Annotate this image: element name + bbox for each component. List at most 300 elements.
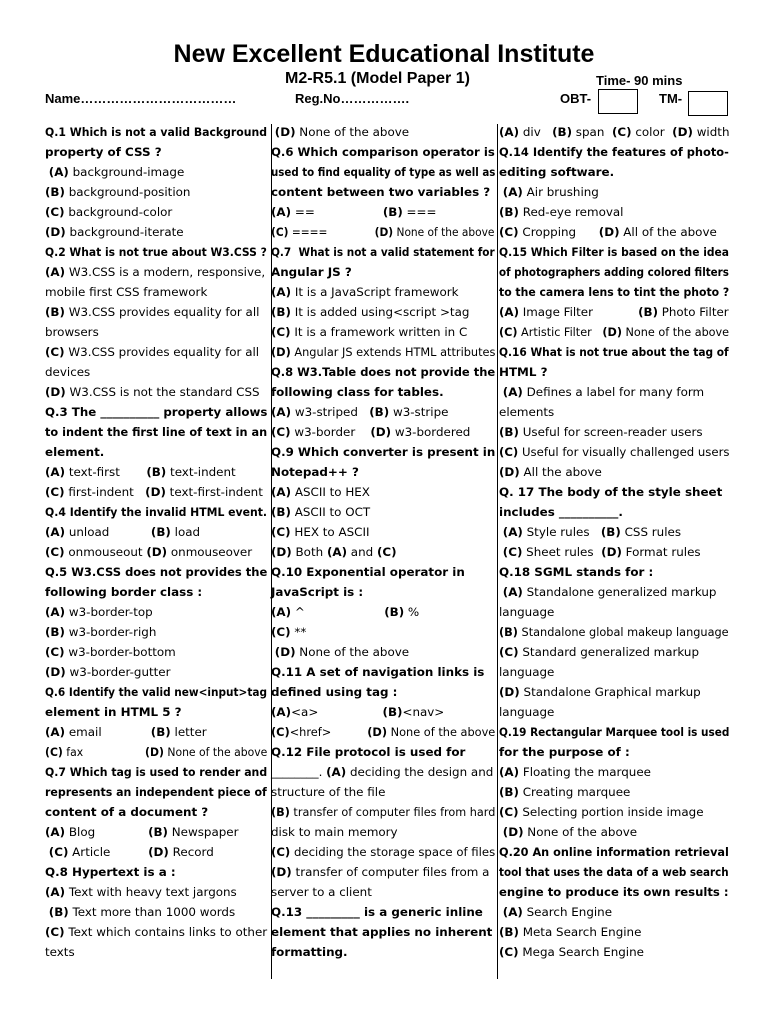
bold-text: element that applies no inherent <box>271 925 493 939</box>
bold-text: Q.7 Which tag is used to render and <box>45 765 268 779</box>
text: w3-bordered <box>391 425 471 439</box>
bold-text: (A) <box>499 305 519 319</box>
question-column-2 <box>271 122 495 962</box>
bold-text: (A) <box>502 905 523 919</box>
bold-text: (B) <box>369 405 390 419</box>
text-line <box>271 382 495 402</box>
obt-label: OBT- <box>560 91 592 106</box>
text-line <box>271 442 494 462</box>
text-line <box>271 182 495 202</box>
text-line <box>499 462 729 482</box>
text: browsers <box>45 325 99 339</box>
bold-text: (C) <box>499 445 519 459</box>
text-line <box>45 182 267 202</box>
bold-text: (C) <box>271 845 291 859</box>
bold-text: (D) <box>502 825 524 839</box>
text: === <box>402 205 437 219</box>
bold-text: (D) <box>499 465 520 479</box>
text-line <box>499 322 730 342</box>
bold-text: (B) <box>638 305 658 319</box>
text-line <box>45 222 267 242</box>
bold-text: (B) <box>150 525 171 539</box>
text: None of the above <box>393 225 495 239</box>
bold-text: Q.6 Which comparison operator is <box>271 145 495 159</box>
text: HEX to ASCII <box>290 525 370 539</box>
bold-text: (B) <box>48 905 69 919</box>
bold-text: includes __________. <box>499 505 623 519</box>
text: ________. <box>271 765 327 779</box>
text: and <box>347 545 377 559</box>
text-line <box>45 522 267 542</box>
bold-text: Q.20 An online information retrieval <box>499 845 729 859</box>
text: It is a JavaScript framework <box>291 285 459 299</box>
text: disk to main memory <box>271 825 398 839</box>
text-line <box>271 622 495 642</box>
bold-text: engine to produce its own results : <box>499 885 729 899</box>
text-line <box>271 822 495 842</box>
text-line <box>499 362 729 382</box>
text-line <box>271 742 495 762</box>
bold-text: Angular JS ? <box>271 265 352 279</box>
bold-text: (D) <box>370 425 392 439</box>
text: W3.CSS provides equality for all <box>64 305 260 319</box>
bold-text: (A) <box>326 765 347 779</box>
bold-text: Q.3 The __________ property allows <box>45 405 268 419</box>
text-line <box>499 762 729 782</box>
text-line <box>45 142 267 162</box>
obt-box[interactable] <box>598 89 638 114</box>
text: first-indent <box>64 485 146 499</box>
text: It is added using<script >tag <box>290 305 470 319</box>
bold-text: Q.13 _________ is a generic inline <box>271 905 483 919</box>
bold-text: (D) <box>598 225 620 239</box>
text: CSS rules <box>620 525 682 539</box>
text: mobile first CSS framework <box>45 285 208 299</box>
text: % <box>404 605 420 619</box>
text: Both <box>291 545 327 559</box>
text-line <box>499 202 729 222</box>
bold-text: Q.18 SGML stands for : <box>499 565 654 579</box>
question-column-1 <box>45 122 267 962</box>
text-line <box>499 442 730 462</box>
text: None of the above <box>387 725 496 739</box>
text: Mega Search Engine <box>518 945 644 959</box>
text-line <box>45 322 267 342</box>
text-line <box>499 222 729 242</box>
bold-text: (C) <box>45 745 63 759</box>
bold-text: (D) <box>274 125 296 139</box>
text-line <box>45 282 267 302</box>
bold-text: (D) <box>45 225 66 239</box>
text-line <box>271 502 495 522</box>
text: structure of the file <box>271 785 386 799</box>
bold-text: (C) <box>45 205 65 219</box>
bold-text: (D) <box>271 865 292 879</box>
text-line <box>499 162 729 182</box>
text-line <box>271 362 496 382</box>
text-line <box>271 802 496 822</box>
bold-text: (A) <box>45 465 66 479</box>
bold-text: Q.7 What is not a valid statement for <box>271 245 495 259</box>
text: onmouseover <box>167 545 253 559</box>
text-line <box>45 622 267 642</box>
text: w3-border-bottom <box>64 645 176 659</box>
text: onmouseout <box>64 545 147 559</box>
text-line <box>499 482 729 502</box>
text: language <box>499 605 555 619</box>
bold-text: (B) <box>499 425 519 439</box>
text-line <box>45 122 267 142</box>
text-line <box>271 842 496 862</box>
bold-text: (A) <box>45 825 66 839</box>
text: Angular JS extends HTML attributes <box>290 345 496 359</box>
text-line <box>499 662 729 682</box>
text-line <box>271 282 495 302</box>
text-line <box>45 482 267 502</box>
text: letter <box>170 725 207 739</box>
bold-text: Q.8 Hypertext is a : <box>45 865 176 879</box>
bold-text: JavaScript is : <box>271 585 364 599</box>
paper-subtitle: M2-R5.1 (Model Paper 1) <box>285 70 470 87</box>
tm-box[interactable] <box>688 91 728 116</box>
bold-text: following border class : <box>45 585 203 599</box>
bold-text: defined using tag : <box>271 685 398 699</box>
bold-text: tool that uses the data of a web search <box>499 865 729 879</box>
text-line <box>499 382 729 402</box>
text-line <box>45 722 267 742</box>
bold-text: (B) <box>382 705 403 719</box>
text-line <box>499 642 729 662</box>
text: Style rules <box>522 525 601 539</box>
text: transfer of computer files from a <box>291 865 490 879</box>
text: Text with heavy text jargons <box>65 885 237 899</box>
text: elements <box>499 405 555 419</box>
column-divider-2 <box>497 124 498 979</box>
text: Sheet rules <box>522 545 602 559</box>
text: W3.CSS provides equality for all <box>64 345 260 359</box>
text-line <box>499 862 729 882</box>
bold-text: (D) <box>146 545 168 559</box>
text-line <box>45 562 268 582</box>
text-line <box>499 122 729 142</box>
text: <a> <box>291 705 383 719</box>
institute-title: New Excellent Educational Institute <box>173 40 595 68</box>
text-line <box>45 642 267 662</box>
bold-text: (A) <box>502 585 523 599</box>
text: devices <box>45 365 91 379</box>
text-line <box>271 122 495 142</box>
bold-text: (B) <box>45 185 65 199</box>
bold-text: (B) <box>150 725 171 739</box>
text-line <box>45 762 268 782</box>
bold-text: of photographers adding colored filters <box>499 265 729 279</box>
bold-text: (A) <box>271 405 292 419</box>
text: Selecting portion inside image <box>518 805 704 819</box>
bold-text: (A) <box>502 385 523 399</box>
text-line <box>271 302 495 322</box>
text-line <box>45 922 267 942</box>
text: ^ <box>291 605 385 619</box>
text-line <box>45 702 267 722</box>
bold-text: (D) <box>367 725 388 739</box>
text: language <box>499 705 555 719</box>
bold-text: (A) <box>45 885 66 899</box>
text-line <box>271 882 495 902</box>
bold-text: (C) <box>271 425 291 439</box>
bold-text: (C) <box>48 845 69 859</box>
text: load <box>170 525 201 539</box>
text: Image Filter <box>518 305 639 319</box>
text-line <box>271 262 495 282</box>
text-line <box>271 202 495 222</box>
text-line <box>45 822 267 842</box>
bold-text: (C) <box>271 525 291 539</box>
reg-no-field-label: Reg.No……………. <box>295 91 410 106</box>
text-line <box>271 342 496 362</box>
bold-text: Q.16 What is not true about the tag of <box>499 345 729 359</box>
text-line <box>499 422 729 442</box>
text-line <box>271 702 495 722</box>
text: ASCII to OCT <box>290 505 371 519</box>
text-line <box>271 322 495 342</box>
bold-text: (C) <box>499 945 519 959</box>
bold-text: (D) <box>602 325 622 339</box>
text: w3-border-righ <box>64 625 157 639</box>
text: ASCII to HEX <box>291 485 370 499</box>
text-line <box>271 662 495 682</box>
bold-text: (C) <box>271 225 289 239</box>
bold-text: Q.12 File protocol is used for <box>271 745 466 759</box>
bold-text: Q.15 Which Filter is based on the idea <box>499 245 729 259</box>
text-line <box>45 302 267 322</box>
text-line <box>271 522 495 542</box>
text: None of the above <box>523 825 638 839</box>
bold-text: (A) <box>271 705 292 719</box>
text: == <box>291 205 383 219</box>
text-line <box>271 762 495 782</box>
text: text-first-indent <box>165 485 263 499</box>
text: Format rules <box>621 545 701 559</box>
bold-text: (B) <box>271 805 290 819</box>
bold-text: (A) <box>48 165 69 179</box>
text: Standalone generalized markup <box>522 585 717 599</box>
text: w3-stripe <box>389 405 449 419</box>
text-line <box>45 782 267 802</box>
bold-text: (C) <box>45 545 65 559</box>
text-line <box>45 862 267 882</box>
text-line <box>499 542 729 562</box>
text-line <box>45 342 267 362</box>
text-line <box>271 902 495 922</box>
bold-text: Notepad++ ? <box>271 465 359 479</box>
bold-text: (D) <box>271 345 291 359</box>
bold-text: (C) <box>45 345 65 359</box>
text-line <box>45 462 267 482</box>
bold-text: used to find equality of type as well as <box>271 165 496 179</box>
text: Air brushing <box>522 185 599 199</box>
text-line <box>45 422 268 442</box>
bold-text: (A) <box>45 265 66 279</box>
text-line <box>271 422 495 442</box>
text: Photo Filter <box>657 305 729 319</box>
text-line <box>499 622 729 642</box>
text-line <box>271 482 495 502</box>
text: ==== <box>288 225 375 239</box>
text-line <box>45 502 268 522</box>
text: w3-border <box>290 425 371 439</box>
bold-text: property of CSS ? <box>45 145 162 159</box>
bold-text: (A) <box>45 525 66 539</box>
bold-text: (C) <box>499 325 518 339</box>
text-line <box>271 682 495 702</box>
bold-text: (B) <box>45 305 65 319</box>
text-line <box>499 902 729 922</box>
text-line <box>499 562 729 582</box>
text: Useful for screen-reader users <box>518 425 703 439</box>
name-field-label: Name……………………………… <box>45 91 237 106</box>
text-line <box>499 522 729 542</box>
text-line <box>45 262 267 282</box>
text: deciding the storage space of files <box>290 845 496 859</box>
text-line <box>499 142 729 162</box>
bold-text: (A) <box>502 525 523 539</box>
bold-text: (B) <box>499 625 518 639</box>
text-line <box>45 942 267 962</box>
bold-text: to the camera lens to tint the photo ? <box>499 285 730 299</box>
bold-text: (D) <box>672 125 693 139</box>
text: texts <box>45 945 75 959</box>
bold-text: (A) <box>271 285 292 299</box>
bold-text: Q.8 W3.Table does not provide the <box>271 365 496 379</box>
bold-text: (D) <box>148 845 169 859</box>
text: W3.CSS is not the standard CSS <box>65 385 260 399</box>
text-line <box>271 222 495 242</box>
text: Standalone global makeup language <box>517 625 729 639</box>
text-line <box>499 602 729 622</box>
text: <nav> <box>402 705 445 719</box>
text: Red-eye removal <box>518 205 624 219</box>
text-line <box>499 502 729 522</box>
text-line <box>499 702 729 722</box>
text: All the above <box>519 465 602 479</box>
bold-text: (D) <box>374 225 394 239</box>
bold-text: Q.14 Identify the features of photo- <box>499 145 729 159</box>
bold-text: HTML ? <box>499 365 548 379</box>
bold-text: (B) <box>499 785 519 799</box>
text: W3.CSS is a modern, responsive, <box>65 265 266 279</box>
text: Defines a label for many form <box>522 385 705 399</box>
text-line <box>499 922 729 942</box>
text: background-position <box>64 185 191 199</box>
text: w3-border-gutter <box>65 665 171 679</box>
text: color <box>631 125 673 139</box>
bold-text: (A) <box>45 725 66 739</box>
bold-text: Q.11 A set of navigation links is <box>271 665 485 679</box>
bold-text: (C) <box>45 925 65 939</box>
text-line <box>499 342 729 362</box>
bold-text: (C) <box>499 225 519 239</box>
text: ** <box>290 625 307 639</box>
text: background-iterate <box>65 225 184 239</box>
text-line <box>499 722 730 742</box>
bold-text: (D) <box>45 665 66 679</box>
text: width <box>692 125 730 139</box>
text-line <box>271 602 495 622</box>
bold-text: (A) <box>502 185 523 199</box>
time-label: Time- 90 mins <box>596 73 683 88</box>
text: background-color <box>64 205 173 219</box>
text: Artistic Filter <box>517 325 603 339</box>
text: text-indent <box>166 465 236 479</box>
bold-text: (D) <box>274 645 296 659</box>
bold-text: (A) <box>271 485 292 499</box>
text-line <box>271 922 495 942</box>
bold-text: (D) <box>601 545 622 559</box>
text: Standalone Graphical markup <box>519 685 701 699</box>
bold-text: Q.9 Which converter is present in <box>271 445 496 459</box>
bold-text: Q.10 Exponential operator in <box>271 565 465 579</box>
bold-text: (D) <box>45 385 66 399</box>
bold-text: (C) <box>611 125 632 139</box>
text-line <box>45 362 267 382</box>
text-line <box>271 862 495 882</box>
bold-text: Q.6 Identify the valid new<input>tag <box>45 685 267 699</box>
text: All of the above <box>619 225 717 239</box>
text-line <box>45 842 267 862</box>
text: background-image <box>68 165 185 179</box>
text: Article <box>68 845 149 859</box>
text-line <box>499 842 729 862</box>
text-line <box>45 802 267 822</box>
bold-text: to indent the first line of text in an <box>45 425 268 439</box>
question-column-3 <box>499 122 729 962</box>
bold-text: (C) <box>502 545 523 559</box>
text-line <box>271 942 495 962</box>
text-line <box>499 782 729 802</box>
text-line <box>271 782 495 802</box>
text-line <box>499 282 730 302</box>
bold-text: (A) <box>499 125 520 139</box>
text: None of the above <box>621 325 730 339</box>
text-line <box>499 942 729 962</box>
bold-text: (B) <box>382 205 403 219</box>
text-line <box>271 162 496 182</box>
text-line <box>271 462 495 482</box>
text: Text which contains links to other <box>64 925 268 939</box>
bold-text: (C) <box>376 545 397 559</box>
text: Cropping <box>518 225 599 239</box>
bold-text: Q.19 Rectangular Marquee tool is used <box>499 725 730 739</box>
text-line <box>499 402 729 422</box>
bold-text: (A) <box>45 605 66 619</box>
text-line <box>45 582 267 602</box>
bold-text: Q.1 Which is not a valid Background <box>45 125 267 139</box>
bold-text: (A) <box>271 605 292 619</box>
text-line <box>45 542 267 562</box>
text-line <box>45 402 268 422</box>
bold-text: (B) <box>499 205 519 219</box>
bold-text: (A) <box>326 545 348 559</box>
text-line <box>271 142 495 162</box>
text: w3-striped <box>291 405 370 419</box>
text: transfer of computer files from hard <box>289 805 496 819</box>
bold-text: (D) <box>499 685 520 699</box>
text: Floating the marquee <box>519 765 651 779</box>
text: div <box>519 125 553 139</box>
bold-text: (C) <box>499 805 519 819</box>
text-line <box>45 242 267 262</box>
bold-text: (B) <box>384 605 405 619</box>
